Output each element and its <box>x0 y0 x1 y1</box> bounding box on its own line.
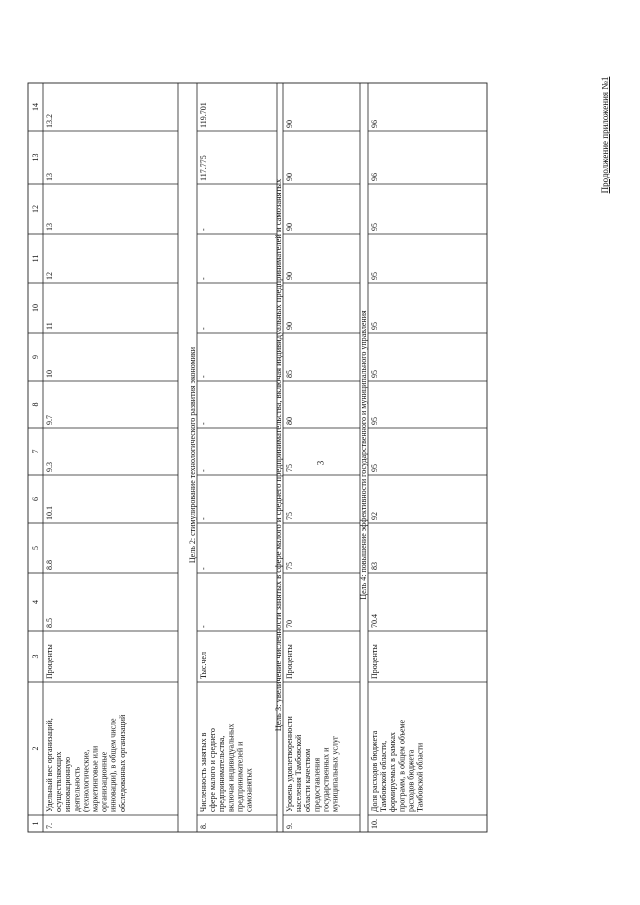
value-cell: - <box>199 277 208 280</box>
value-cell: - <box>199 625 208 628</box>
indicator-name: предпринимательства, <box>217 735 227 812</box>
value-cell: 90 <box>285 120 294 128</box>
value-cell: 10.1 <box>45 506 54 520</box>
indicator-name: обследованных организаций <box>117 714 127 812</box>
value-cell: - <box>199 228 208 231</box>
value-cell: - <box>199 375 208 378</box>
indicator-name: области качеством <box>303 748 313 812</box>
value-cell: 95 <box>370 464 379 472</box>
column-number: 8 <box>31 402 40 407</box>
indicator-name: деятельность <box>72 766 82 812</box>
table-body <box>28 83 487 832</box>
column-number: 14 <box>31 103 40 111</box>
value-cell: 9.7 <box>45 415 54 425</box>
indicator-name: Доля расходов бюджета <box>370 730 379 812</box>
value-cell: 75 <box>285 464 294 472</box>
column-number: 6 <box>31 497 40 501</box>
value-cell: 96 <box>370 120 379 128</box>
value-cell: 70 <box>285 620 294 628</box>
value-cell: 95 <box>370 272 379 280</box>
value-cell: - <box>199 567 208 570</box>
value-cell: 90 <box>285 322 294 330</box>
value-cell: 92 <box>370 512 379 520</box>
column-number: 13 <box>31 153 40 162</box>
value-cell: - <box>199 327 208 330</box>
row-number: 8. <box>199 823 208 829</box>
goal-heading: Цель 4: повышение эффективности государственного и муниципального управления <box>359 310 368 600</box>
indicator-name: Удельный вес организаций, <box>45 718 54 812</box>
row-number: 7. <box>45 823 54 829</box>
column-number: 5 <box>31 546 40 550</box>
value-cell: 95 <box>370 322 379 330</box>
indicator-name: Уровень удовлетворенности <box>285 716 294 812</box>
column-number: 7 <box>31 449 40 454</box>
value-cell: 8.8 <box>45 560 54 570</box>
indicator-name: инновации), в общем числе <box>108 718 118 812</box>
value-cell: 95 <box>370 370 379 378</box>
column-number: 2 <box>31 746 40 751</box>
value-cell: 70.4 <box>370 614 379 628</box>
unit-cell: Проценты <box>45 644 54 679</box>
unit-cell: Проценты <box>285 644 294 679</box>
value-cell: 85 <box>285 370 294 378</box>
value-cell: 83 <box>370 562 379 570</box>
goal-heading: Цель 2: стимулирование технологического развития экономики <box>188 346 197 564</box>
indicator-name: Тамбовской области, <box>379 740 389 812</box>
value-cell: 8.5 <box>45 618 54 628</box>
value-cell: 90 <box>285 272 294 280</box>
indicator-name: сфере малого и среднего <box>208 728 218 812</box>
indicator-name: расходов бюджета <box>406 749 416 812</box>
indicator-name: населения Тамбовской <box>294 734 304 812</box>
value-cell: 12 <box>45 272 54 280</box>
unit-cell: Проценты <box>370 644 379 679</box>
column-number: 10 <box>31 304 40 312</box>
value-cell: 9.3 <box>45 462 54 472</box>
value-cell: 119.701 <box>199 102 208 128</box>
column-number: 4 <box>31 600 40 604</box>
page-number: 3 <box>315 460 326 466</box>
value-cell: 96 <box>370 173 379 181</box>
indicator-name: организационные <box>99 751 109 812</box>
value-cell: 90 <box>285 173 294 181</box>
column-number: 1 <box>31 821 40 826</box>
indicator-name: осуществляющих <box>54 751 64 812</box>
indicator-name: (технологические, <box>81 749 91 812</box>
indicator-name: маркетинговые или <box>90 745 100 812</box>
value-cell: 95 <box>370 223 379 231</box>
row-number: 10. <box>370 819 379 829</box>
indicator-name: формируемых в рамках <box>388 732 398 812</box>
indicator-name: предоставления <box>312 757 322 812</box>
row-number: 9. <box>285 823 294 829</box>
value-cell: 13.2 <box>45 114 54 128</box>
value-cell: 13 <box>45 173 54 181</box>
value-cell: 75 <box>285 562 294 570</box>
value-cell: - <box>199 469 208 472</box>
unit-cell: Тыс.чел <box>199 652 208 679</box>
value-cell: - <box>199 517 208 520</box>
indicator-name: включая индивидуальных <box>226 723 236 812</box>
indicator-name: инновационную <box>63 756 73 812</box>
value-cell: 13 <box>45 223 54 231</box>
value-cell: 75 <box>285 512 294 520</box>
indicator-name: предпринимателей и <box>235 741 245 812</box>
value-cell: - <box>199 422 208 425</box>
column-number: 9 <box>31 355 40 359</box>
value-cell: 10 <box>45 370 54 378</box>
value-cell: 90 <box>285 223 294 231</box>
goal-heading: Цель 3: увеличение численности занятых в сфере малого и среднего предпринимательства, включая индивидуальных предпринимателей и самозанятых <box>273 178 283 732</box>
table-border <box>28 83 487 832</box>
indicator-name: самозанятых <box>244 768 254 812</box>
value-cell: 80 <box>285 417 294 425</box>
value-cell: 11 <box>45 322 54 330</box>
column-number: 11 <box>31 254 40 263</box>
value-cell: 117.775 <box>199 155 208 181</box>
indicator-name: Тамбовской области <box>415 742 425 812</box>
column-number: 12 <box>31 205 40 213</box>
indicator-name: государственных и <box>321 747 331 812</box>
indicator-name: программ, в общем объеме <box>397 719 407 812</box>
indicator-name: муниципальных услуг <box>330 735 340 812</box>
indicator-name: Численность занятых в <box>199 732 208 812</box>
value-cell: 95 <box>370 417 379 425</box>
column-number: 3 <box>31 654 40 659</box>
continuation-label: Продолжение приложения №1 <box>600 76 610 194</box>
